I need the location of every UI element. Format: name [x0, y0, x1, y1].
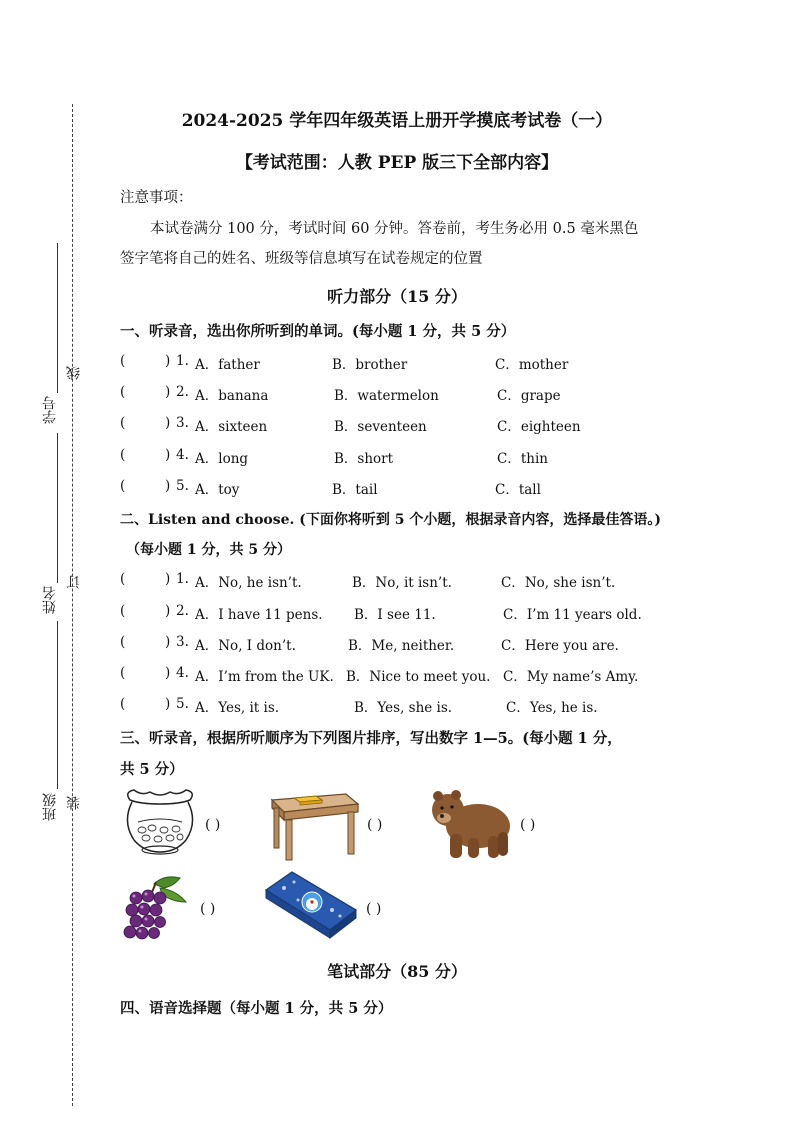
written-part-title: 笔试部分（85 分）	[327, 962, 467, 981]
question-row: ( ) 4. A．I’m from the UK. B．Nice to meet you. C．My name’s Amy.	[120, 665, 639, 685]
question-row: ( ) 3. A．sixteen B．seventeen C．eighteen	[120, 415, 581, 435]
section3-title-line1: 三、听录音，根据所听顺序为下列图片排序，写出数字 1—5。(每小题 1 分，	[120, 730, 622, 747]
margin-label-name: 姓名	[42, 586, 58, 614]
answer-paren-2[interactable]: ( )	[367, 817, 383, 833]
notice-heading: 注意事项：	[120, 190, 193, 206]
exam-scope: 【考试范围：人教 PEP 版三下全部内容】	[235, 153, 559, 173]
exam-title: 2024-2025 学年四年级英语上册开学摸底考试卷（一）	[181, 111, 613, 131]
question-row: ( ) 1. A．father B．brother C．mother	[120, 353, 569, 373]
bear-picture	[428, 786, 512, 862]
student-id-blank	[57, 243, 58, 393]
margin-label-bind: 订	[66, 575, 82, 589]
section1-title: 一、听录音，选出你所听到的单词。(每小题 1 分，共 5 分）	[120, 323, 516, 340]
question-row: ( ) 5. A．toy B．tail C．tall	[120, 478, 541, 498]
question-row: ( ) 1. A．No, he isn’t. B．No, it isn’t. C．No, she isn’t.	[120, 571, 616, 591]
margin-label-line: 线	[66, 366, 82, 380]
question-row: ( ) 4. A．long B．short C．thin	[120, 447, 548, 467]
fishbowl-picture	[120, 786, 200, 858]
margin-label-staple: 装	[66, 796, 82, 810]
notice-line-1: 本试卷满分 100 分，考试时间 60 分钟。答卷前，考生务必用 0.5 毫米黑色	[150, 221, 639, 237]
class-blank	[57, 621, 58, 789]
answer-paren-5[interactable]: ( )	[366, 901, 382, 917]
grapes-picture	[120, 872, 192, 942]
pencil-box-picture	[262, 870, 358, 942]
answer-paren-4[interactable]: ( )	[200, 901, 216, 917]
section2-title: 二、Listen and choose. (下面你将听到 5 个小题，根据录音内容，选择最佳答语。)	[120, 512, 662, 528]
question-row: ( ) 2. A．I have 11 pens. B．I see 11. C．I’m 11 years old.	[120, 603, 642, 623]
section4-title: 四、语音选择题（每小题 1 分，共 5 分）	[120, 1000, 393, 1017]
desk-picture	[266, 786, 360, 862]
margin-label-class: 班级	[42, 793, 58, 821]
section3-title-line2: 共 5 分）	[120, 761, 184, 778]
question-row: ( ) 3. A．No, I don’t. B．Me, neither. C．Here you are.	[120, 634, 619, 654]
answer-paren-3[interactable]: ( )	[520, 817, 536, 833]
section2-subtitle: （每小题 1 分，共 5 分）	[126, 542, 291, 558]
listening-part-title: 听力部分（15 分）	[327, 287, 467, 306]
question-row: ( ) 5. A．Yes, it is. B．Yes, she is. C．Yes, he is.	[120, 696, 598, 716]
name-blank	[57, 433, 58, 583]
answer-paren-1[interactable]: ( )	[205, 817, 221, 833]
question-row: ( ) 2. A．banana B．watermelon C．grape	[120, 384, 561, 404]
binding-dashed-line	[72, 104, 73, 1106]
margin-label-student-id: 学号	[42, 396, 58, 424]
notice-line-2: 签字笔将自己的姓名、班级等信息填写在试卷规定的位置	[120, 251, 483, 267]
